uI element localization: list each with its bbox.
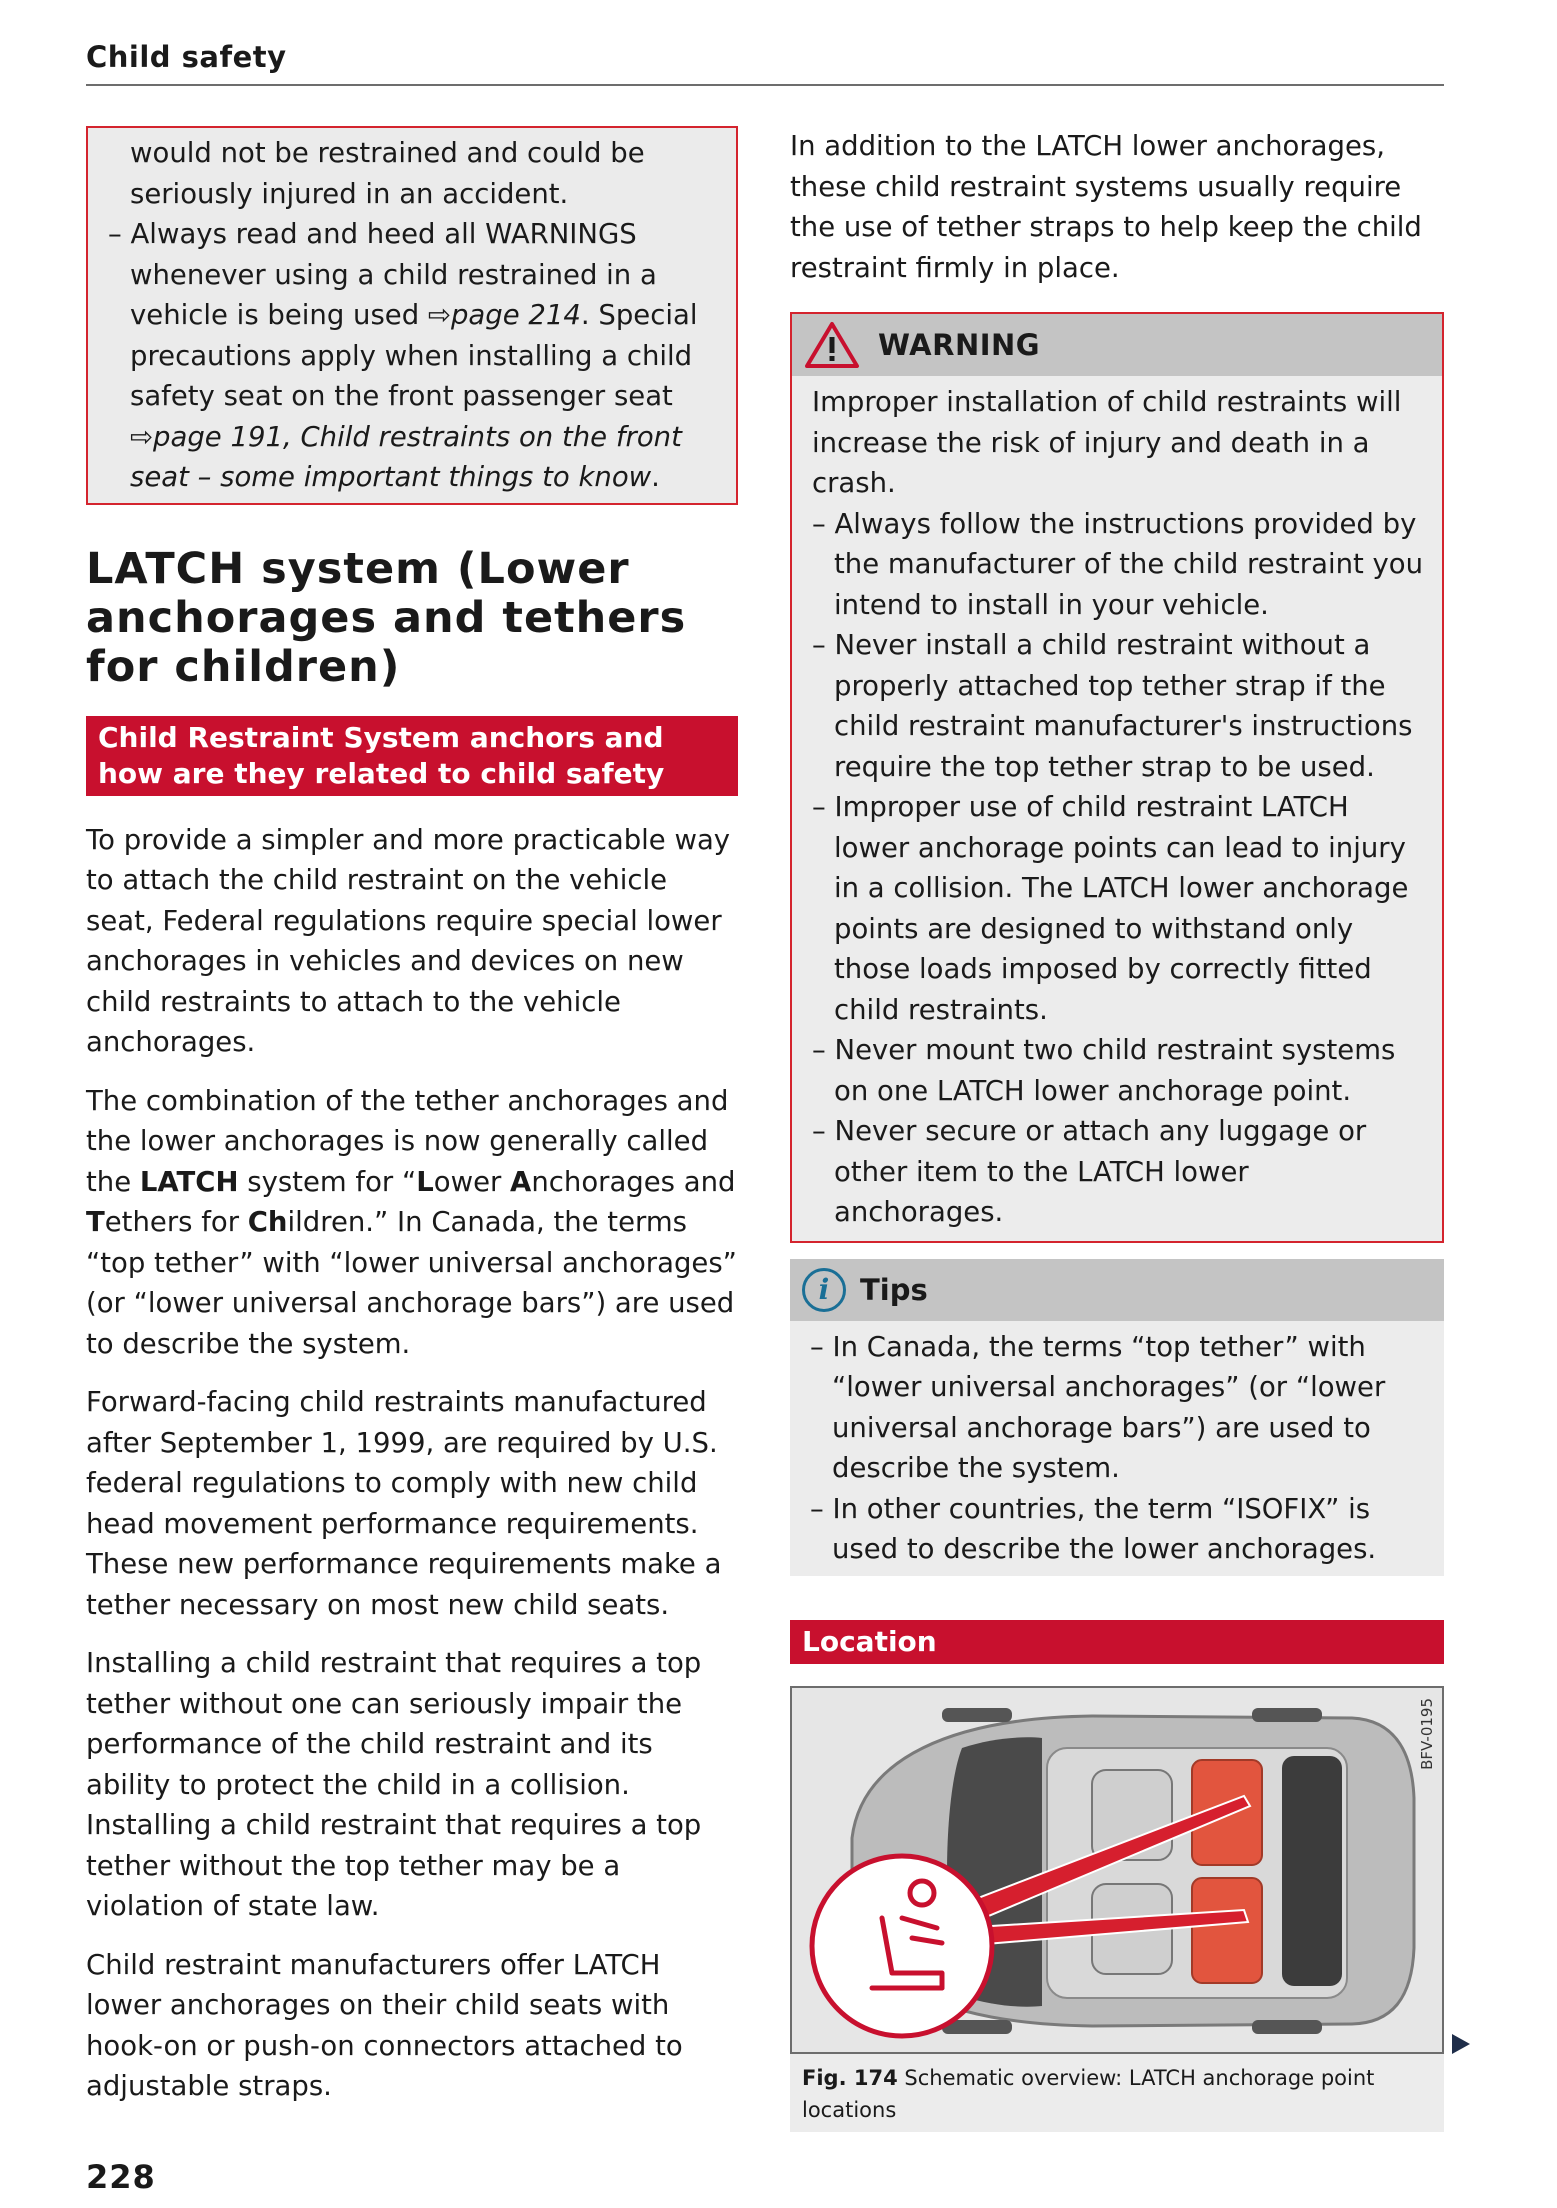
p2-t6: ildren.” In Canada, the terms “top tether” with “lower universal anchorages” (or “lower universal anchorage bars”) are used to describe the system. — [86, 1206, 737, 1360]
warning-intro: Improper installation of child restraints will increase the risk of injury and death in a crash. — [812, 386, 1402, 499]
tips-bullet-text: In Canada, the terms “top tether” with “lower universal anchorages” (or “lower universal anchorage bars”) are used to describe the system. — [832, 1330, 1386, 1484]
warning-bullet-text: Never install a child restraint without a properly attached top tether strap if the child restraint manufacturer's instructions require the top tether strap to be used. — [834, 629, 1413, 783]
tips-header — [790, 1259, 1444, 1321]
tips-bullet: – In other countries, the term “ISOFIX” is used to describe the lower anchorages. — [810, 1492, 1377, 1565]
left-column — [86, 126, 738, 2125]
tips-title: Tips — [860, 1272, 928, 1307]
header-rule — [86, 84, 1444, 86]
warning-cont-line: would not be restrained and could be seriously injured in an accident. — [130, 137, 645, 210]
warning-title: WARNING — [878, 328, 1041, 362]
tips-body — [790, 1321, 1444, 1576]
warning-continuation-box — [86, 126, 738, 505]
tips-box — [790, 1259, 1444, 1576]
paragraph-2 — [86, 1081, 738, 1365]
warning-bullet-text: Never mount two child restraint systems on one LATCH lower anchorage point. — [834, 1034, 1396, 1107]
bullet-text: Always read and heed all WARNINGS whenever using a child restrained in a vehicle is being used — [130, 218, 657, 331]
warning-bullet: – Improper use of child restraint LATCH lower anchorage points can lead to injury in a collision. The LATCH lower anchorage points are designed to withstand only those loads imposed by correctly fitted child restraints. — [812, 791, 1409, 1026]
intro-paragraph: In addition to the LATCH lower anchorages, these child restraint systems usually require the use of tether straps to help keep the child restraint firmly in place. — [790, 130, 1422, 284]
right-column — [790, 126, 1444, 2132]
p2-t1: The combination of the tether anchorages and the lower anchorages is now generally called the — [86, 1084, 729, 1198]
p2-t5: ethers for — [104, 1206, 248, 1238]
running-header: Child safety — [86, 40, 287, 74]
figure-code: BFV-0195 — [1418, 1697, 1436, 1770]
page-reference-214[interactable]: page 214 — [450, 299, 581, 331]
bullet-dash: – — [108, 218, 122, 250]
warning-bullet-text: Never secure or attach any luggage or other item to the LATCH lower anchorages. — [834, 1115, 1367, 1228]
warning-bullet-text: Improper use of child restraint LATCH lower anchorage points can lead to injury in a collision. The LATCH lower anchorage points are designed to withstand only those loads imposed by correctly fitted child restraints. — [834, 791, 1409, 1026]
info-icon: i — [802, 1268, 846, 1312]
paragraph-4: Installing a child restraint that requires a top tether without one can seriously impair the performance of the child restraint and its ability to protect the child in a collision. Installing a child restraint that requires a top tether without the top tether may be a violation of state law. — [86, 1647, 702, 1922]
warning-bullet: – Never install a child restraint without a properly attached top tether strap if the child restraint manufacturer's instructions require the top tether strap to be used. — [812, 629, 1413, 783]
ref-arrow: ⇨ — [130, 420, 154, 453]
p2-b4: T — [86, 1206, 105, 1238]
page-number: 228 — [86, 2158, 156, 2196]
paragraph-5: Child restraint manufacturers offer LATCH lower anchorages on their child seats with hook-on or push-on connectors attached to adjustable straps. — [86, 1948, 683, 2102]
next-page-arrow-icon[interactable] — [1452, 2034, 1470, 2054]
figure-caption-text: Schematic overview: LATCH anchorage point locations — [802, 2065, 1375, 2122]
figure-caption — [790, 2054, 1444, 2132]
bullet-text-mid: . Special precautions apply when installing a child safety seat on the front passenger seat — [130, 299, 698, 412]
subsection-title: Child Restraint System anchors and how are they related to child safety — [86, 716, 738, 796]
warning-cont-bullet — [108, 214, 720, 498]
p2-b2: L — [416, 1165, 434, 1198]
warning-bullet: – Never secure or attach any luggage or other item to the LATCH lower anchorages. — [812, 1115, 1367, 1228]
figure-label: Fig. 174 — [802, 2065, 898, 2090]
p2-t3: ower — [433, 1165, 511, 1198]
warning-triangle-icon — [804, 321, 860, 369]
p2-t4: nchorages and — [531, 1165, 736, 1198]
warning-bullet-text: Always follow the instructions provided by the manufacturer of the child restraint you intend to install in your vehicle. — [834, 507, 1424, 621]
page-reference-191[interactable]: page 191, Child restraints on the front seat – some important things to know — [130, 420, 682, 493]
location-heading: Location — [790, 1620, 1444, 1664]
tips-bullet: – In Canada, the terms “top tether” with “lower universal anchorages” (or “lower universal anchorage bars”) are used to describe the system. — [810, 1330, 1386, 1484]
p2-b3: A — [510, 1165, 532, 1198]
latch-figure — [790, 1686, 1444, 2054]
warning-body — [792, 376, 1442, 1241]
car-top-view-illustration — [792, 1688, 1442, 2052]
section-title: LATCH system (Lower anchorages and tethers for children) — [86, 543, 687, 692]
warning-box — [790, 312, 1444, 1243]
tips-bullet-text: In other countries, the term “ISOFIX” is used to describe the lower anchorages. — [832, 1492, 1377, 1565]
bullet-text-end: . — [651, 461, 660, 493]
p2-t2: system for “ — [238, 1165, 417, 1198]
warning-header — [792, 314, 1442, 376]
paragraph-1: To provide a simpler and more practicable way to attach the child restraint on the vehicle seat, Federal regulations require special lower anchorages in vehicles and devices on new child restraints to attach to the vehicle anchorages. — [86, 823, 731, 1058]
p2-b1: LATCH — [139, 1165, 239, 1198]
p2-b5: Ch — [247, 1206, 288, 1238]
paragraph-3: Forward-facing child restraints manufactured after September 1, 1999, are required by U.S. federal regulations to comply with new child head movement performance requirements. These new performance requirements make a tether necessary on most new child seats. — [86, 1386, 722, 1621]
ref-arrow: ⇨ — [427, 299, 451, 331]
warning-bullet: – Always follow the instructions provided by the manufacturer of the child restraint you intend to install in your vehicle. — [812, 507, 1424, 621]
warning-bullet: – Never mount two child restraint systems on one LATCH lower anchorage point. — [812, 1034, 1396, 1107]
